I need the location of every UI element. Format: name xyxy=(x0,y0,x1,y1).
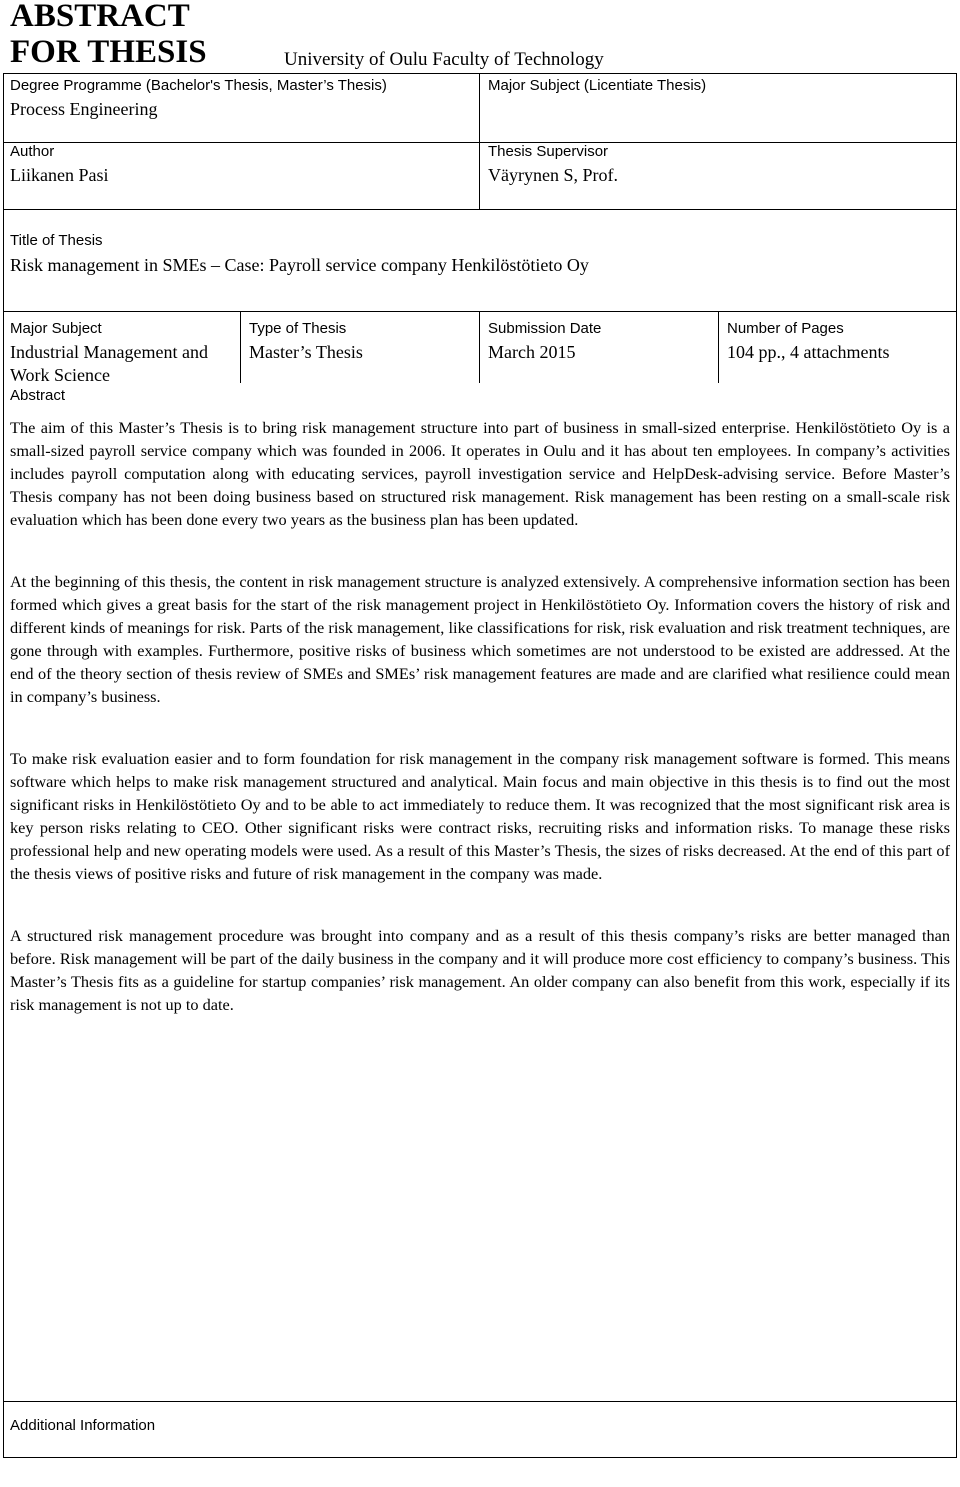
major-subject-licentiate-label: Major Subject (Licentiate Thesis) xyxy=(488,77,707,94)
number-of-pages-value: 104 pp., 4 attachments xyxy=(727,342,890,362)
abstract-paragraph-1: The aim of this Master’s Thesis is to bring risk management structure into part of business in small-sized enterprise. Henkilöstötieto Oy is a small-sized payroll service company which was founded in 2006. It operates in Oulu and it has about ten employees. In company’s activities includes payroll computation along with educating services, payroll investigation service and HelpDesk-advising service. Before Master’s Thesis company has not been doing business based on structured risk management. Risk management has been resting on a small-scale risk evaluation which has been done every two years as the business plan has been updated. xyxy=(10,418,950,529)
column-divider xyxy=(479,311,480,383)
submission-date-value: March 2015 xyxy=(488,342,576,362)
thesis-type-value: Master’s Thesis xyxy=(249,342,363,362)
abstract-paragraph-3: To make risk evaluation easier and to form foundation for risk management in the company risk management software is formed. This means software which helps to make risk management structured and analytical. Main focus and main objective in this thesis is to find out the most significant risks in Henkilöstötieto Oy and to be able to act immediately to reduce them. It was recognized that the most significant risk area is key person risks relating to CEO. Other significant risks were contract risks, recruiting risks and information risks. To manage these risks professional help and new operating models were used. As a result of this Master’s Thesis, the sizes of risks decreased. At the end of this part of the thesis views of positive risks and future of risk management in the company was made. xyxy=(10,749,950,883)
row-divider xyxy=(4,311,956,312)
row-divider xyxy=(4,142,956,143)
author-label: Author xyxy=(10,143,55,160)
major-subject-label: Major Subject xyxy=(10,320,102,337)
number-of-pages-label: Number of Pages xyxy=(727,320,844,337)
abstract-paragraph-4: A structured risk management procedure was brought into company and as a result of this thesis company’s risks are better managed than before. Risk management will be part of the daily business in the company and it will produce more cost efficiency to company’s business. This Master’s Thesis fits as a guideline for startup companies’ risk management. An older company can also benefit from this work, especially if its risk management is not up to date. xyxy=(10,926,950,1014)
form-table xyxy=(3,73,957,1458)
thesis-type-label: Type of Thesis xyxy=(249,320,347,337)
degree-programme-label: Degree Programme (Bachelor's Thesis, Master’s Thesis) xyxy=(10,77,387,94)
column-divider xyxy=(240,311,241,383)
thesis-supervisor-label: Thesis Supervisor xyxy=(488,143,609,160)
thesis-title-label: Title of Thesis xyxy=(10,232,103,249)
abstract-label: Abstract xyxy=(10,387,66,404)
submission-date-label: Submission Date xyxy=(488,320,602,337)
form-title-line1: ABSTRACT xyxy=(10,0,190,34)
row-divider xyxy=(4,1401,956,1402)
row-divider xyxy=(4,209,956,210)
column-divider xyxy=(718,311,719,383)
thesis-supervisor-value: Väyrynen S, Prof. xyxy=(488,165,618,185)
degree-programme-value: Process Engineering xyxy=(10,99,158,119)
additional-information-label: Additional Information xyxy=(10,1417,156,1434)
author-value: Liikanen Pasi xyxy=(10,165,109,185)
form-title-line2: FOR THESIS xyxy=(10,34,207,70)
major-subject-value: Industrial Management and Work Science xyxy=(10,342,208,385)
column-divider xyxy=(479,74,480,209)
abstract-body xyxy=(10,416,950,1055)
university-faculty: University of Oulu Faculty of Technology xyxy=(284,49,604,70)
abstract-paragraph-2: At the beginning of this thesis, the content in risk management structure is analyzed extensively. A comprehensive information section has been formed which gives a great basis for the start of the risk management project in Henkilöstötieto Oy. Information covers the history of risk and different kinds of meanings for risk. Parts of the risk management, like classifications for risk, risk evaluation and risk treatment techniques, are gone through with examples. Furthermore, positive risks of business which sometimes are not understood to be existed are addressed. At the end of the theory section of thesis review of SMEs and SMEs’ risk management features are made and are clarified what resilience could mean in company’s business. xyxy=(10,572,950,706)
thesis-title-value: Risk management in SMEs – Case: Payroll service company Henkilöstötieto Oy xyxy=(10,255,589,275)
